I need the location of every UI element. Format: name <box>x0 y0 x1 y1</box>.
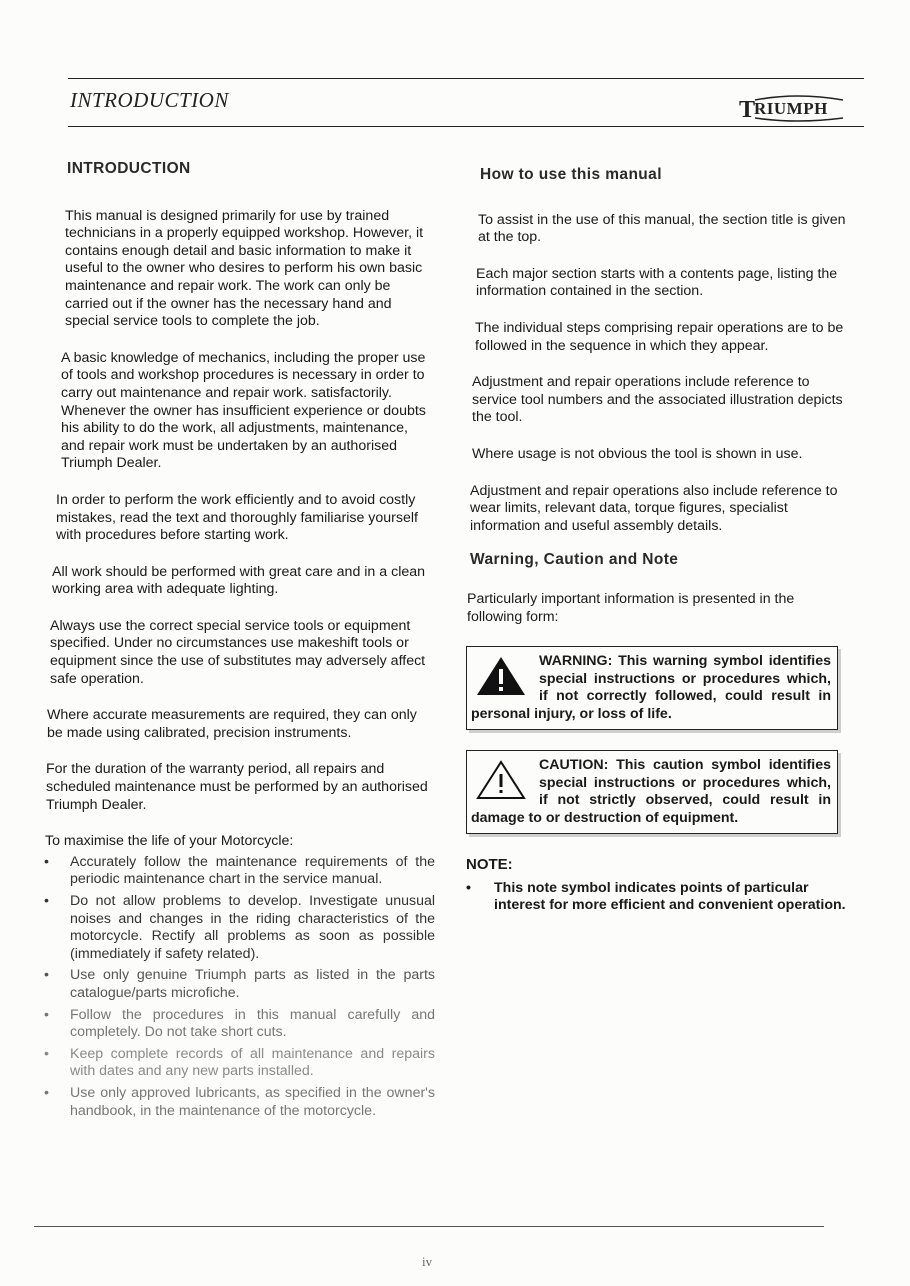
how-to-use-heading: How to use this manual <box>480 166 662 183</box>
warning-intro-paragraph: Particularly important information is presented in the following form: <box>467 590 795 625</box>
intro-paragraph-7: For the duration of the warranty period, all repairs and scheduled maintenance must be performed by an authorised Triumph Dealer. <box>46 761 428 813</box>
page-number: iv <box>422 1254 433 1269</box>
intro-paragraph-6: Where accurate measurements are required, they can only be made using calibrated, precision instruments. <box>47 707 417 741</box>
list-item: • Use only genuine Triumph parts as listed in the parts catalogue/parts microfiche. <box>44 967 435 1001</box>
svg-text:T: T <box>739 97 755 123</box>
list-item: • Do not allow problems to develop. Investigate unusual noises and changes in the riding characteristics of the motorcycle. Rectify all problems as soon as possible (immediately if safety related). <box>44 893 435 962</box>
warning-filled-triangle-icon <box>475 655 527 697</box>
intro-paragraph-4: All work should be performed with great care and in a clean working area with adequate lighting. <box>52 563 426 598</box>
note-list <box>466 880 846 915</box>
list-item: • Follow the procedures in this manual carefully and completely. Do not take short cuts. <box>44 1006 435 1041</box>
footer-rule <box>34 1226 824 1227</box>
triumph-logo <box>737 90 861 126</box>
list-item: • Use only approved lubricants, as specified in the owner's handbook, in the maintenance of the motorcycle. <box>44 1084 435 1119</box>
svg-text:RIUMPH: RIUMPH <box>754 99 828 118</box>
introduction-heading: INTRODUCTION <box>67 160 191 177</box>
intro-paragraph-3: In order to perform the work efficiently and to avoid costly mistakes, read the text and thoroughly familiarise yourself with procedures before starting work. <box>56 491 418 544</box>
intro-paragraph-8: To maximise the life of your Motorcycle: <box>45 833 294 850</box>
header-section-title: INTRODUCTION <box>70 88 229 112</box>
note-heading: NOTE: <box>466 856 513 874</box>
left-column <box>44 160 435 1120</box>
how-to-paragraph-1: To assist in the use of this manual, the section title is given at the top. <box>478 211 846 246</box>
header-bottom-rule <box>68 126 864 127</box>
caution-box <box>466 750 838 834</box>
right-column <box>466 166 846 915</box>
intro-paragraph-1: This manual is designed primarily for use by trained technicians in a properly equipped workshop. However, it contains enough detail and basic information to make it useful to the owner who desires to perform his own basic maintenance and repair work. The work can only be carried out if the owner has the necessary hand and special service tools to complete the job. <box>65 207 424 330</box>
intro-paragraph-5: Always use the correct special service tools or equipment specified. Under no circumstances use makeshift tools or equipment since the use of substitutes may adversely affect safe operation. <box>50 617 426 687</box>
caution-text: CAUTION: This caution symbol identifies special instructions or procedures which, if not strictly observed, could result in damage to or destruction of equipment. <box>471 757 831 826</box>
list-item: • This note symbol indicates points of particular interest for more efficient and convenient operation. <box>466 879 846 914</box>
how-to-paragraph-5: Where usage is not obvious the tool is shown in use. <box>472 445 803 462</box>
how-to-paragraph-2: Each major section starts with a contents page, listing the information contained in the section. <box>476 265 838 300</box>
how-to-paragraph-3: The individual steps comprising repair operations are to be followed in the sequence in which they appear. <box>475 319 844 354</box>
maintenance-bullet-list <box>44 854 435 1120</box>
list-item: • Keep complete records of all maintenance and repairs with dates and any new parts installed. <box>44 1045 435 1080</box>
intro-paragraph-2: A basic knowledge of mechanics, including the proper use of tools and workshop procedures is necessary in order to carry out maintenance and repair work. satisfactorily. Whenever the owner has insufficient experience or doubts his ability to do the work, all adjustments, maintenance, and repair work must be undertaken by an authorised Triumph Dealer. <box>61 349 426 472</box>
list-item: • Accurately follow the maintenance requirements of the periodic maintenance chart in the service manual. <box>44 853 435 888</box>
how-to-paragraph-6: Adjustment and repair operations also include reference to wear limits, relevant data, torque figures, specialist information and useful assembly details. <box>470 482 838 534</box>
how-to-paragraph-4: Adjustment and repair operations include reference to service tool numbers and the associated illustration depicts the tool. <box>472 374 843 426</box>
warning-text: WARNING: This warning symbol identifies special instructions or procedures which, if not correctly followed, could result in personal injury, or loss of life. <box>471 653 831 722</box>
warning-caution-note-heading: Warning, Caution and Note <box>470 551 679 569</box>
warning-box <box>466 646 838 730</box>
header-top-rule <box>68 78 864 79</box>
caution-outline-triangle-icon <box>475 759 527 801</box>
